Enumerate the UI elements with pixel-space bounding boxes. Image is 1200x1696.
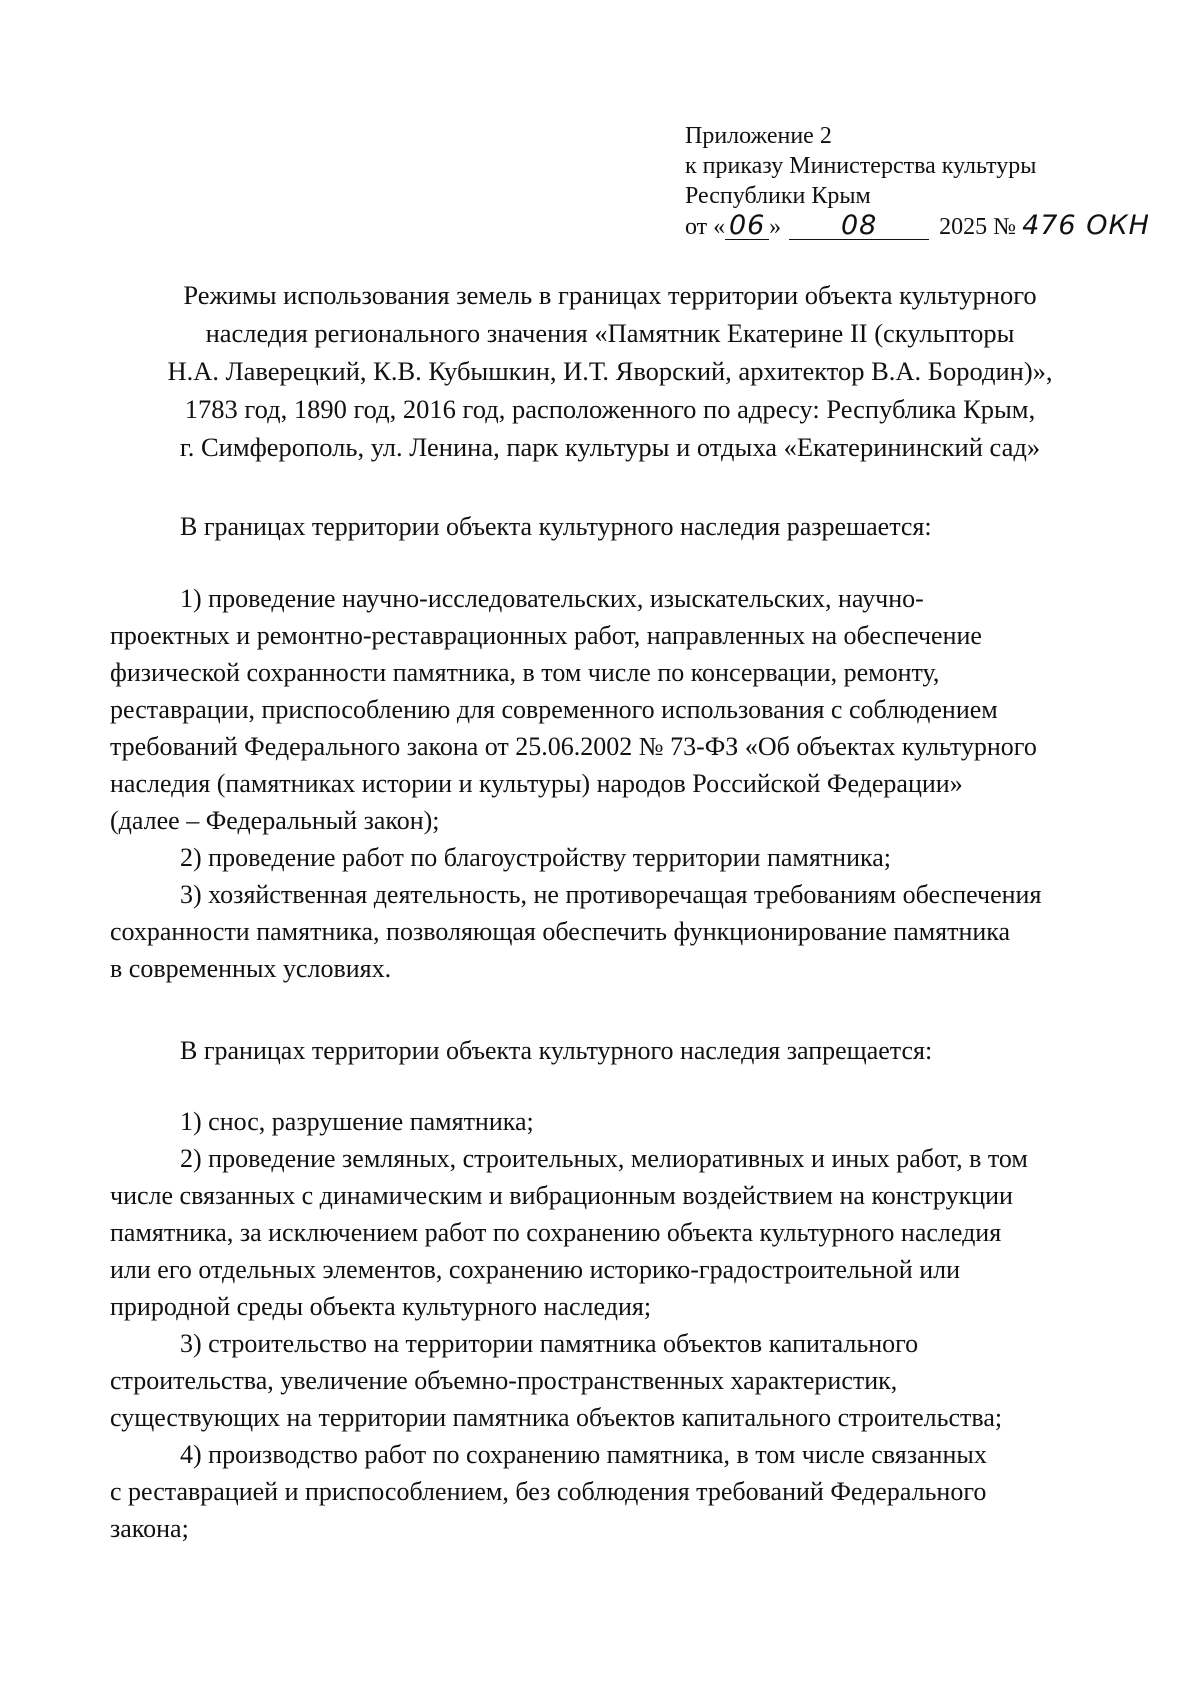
allowed-item-1-line: проектных и ремонтно-реставрационных работ, направленных на обеспечение	[110, 621, 982, 650]
word: капитального	[768, 1329, 919, 1358]
allowed-item-1-line: физической сохранности памятника, в том числе по консервации, ремонту,	[110, 658, 940, 687]
prohibited-item-2-line: или его отдельных элементов, сохранению историко-градостроительной или	[110, 1255, 961, 1284]
prohibited-item-3-line: существующих на территории памятника объектов капитального строительства;	[110, 1403, 1003, 1432]
allowed-item-3-line: сохранности памятника, позволяющая обеспечить функционирование памятника	[110, 917, 1011, 946]
allowed-item-2: 2) проведение работ по благоустройству территории памятника;	[180, 843, 892, 872]
prohibited-item-4-line: закона;	[110, 1514, 189, 1543]
word: строительства,	[110, 1366, 274, 1395]
word: территории	[405, 1329, 534, 1358]
prohibited-item-3-first-line	[110, 1325, 1140, 1362]
date-year-number-label: 2025 №	[939, 214, 1017, 240]
prohibited-heading: В границах территории объекта культурного наследия запрещается:	[180, 1036, 933, 1065]
word: характеристик,	[730, 1366, 898, 1395]
word: проведение	[208, 584, 336, 613]
appendix-line-3: Республики Крым	[685, 183, 871, 209]
word: научно-исследовательских,	[342, 584, 644, 613]
title-line: г. Симферополь, ул. Ленина, парк культуры и отдыха «Екатерининский сад»	[179, 432, 1041, 462]
appendix-date-line	[685, 211, 1150, 242]
prohibited-item-3-second-line	[110, 1362, 1140, 1399]
prohibited-item-4-line: 4) производство работ по сохранению памятника, в том числе связанных	[180, 1440, 987, 1469]
prohibited-item-2-line: числе связанных с динамическим и вибрационным воздействием на конструкции	[110, 1181, 1013, 1210]
appendix-line-1: Приложение 2	[685, 123, 832, 149]
prohibited-item-2-line: памятника, за исключением работ по сохранению объекта культурного наследия	[110, 1218, 1002, 1247]
allowed-item-1	[110, 580, 1140, 987]
appendix-line-2: к приказу Министерства культуры	[685, 153, 1037, 179]
word: объемно-пространственных	[414, 1366, 724, 1395]
prohibited-item-2-line: 2) проведение земляных, строительных, мелиоративных и иных работ, в том	[180, 1144, 1028, 1173]
word: памятника	[539, 1329, 657, 1358]
allowed-heading: В границах территории объекта культурного наследия разрешается:	[180, 512, 932, 541]
word: объектов	[663, 1329, 763, 1358]
word: на	[373, 1329, 400, 1358]
allowed-item-3-line: в современных условиях.	[110, 954, 392, 983]
allowed-item-1-line: требований Федерального закона от 25.06.2002 № 73-ФЗ «Об объектах культурного	[110, 732, 1037, 761]
title-line: 1783 год, 1890 год, 2016 год, расположенного по адресу: Республика Крым,	[184, 394, 1036, 424]
prohibited-item-2-line: природной среды объекта культурного наследия;	[110, 1292, 652, 1321]
word: увеличение	[280, 1366, 408, 1395]
word: 3)	[180, 1329, 202, 1358]
title-line: наследия регионального значения «Памятник Екатерине II (скульпторы	[205, 318, 1015, 348]
allowed-item-1-line: реставрации, приспособлению для современного использования с соблюдением	[110, 695, 998, 724]
word: строительство	[208, 1329, 368, 1358]
prohibited-item-4-line: с реставрацией и приспособлением, без соблюдения требований Федерального	[110, 1477, 987, 1506]
appendix-block	[685, 121, 1150, 242]
word: 1)	[180, 584, 202, 613]
document-title	[110, 276, 1110, 466]
allowed-item-1-line: наследия (памятниках истории и культуры) народов Российской Федерации»	[110, 769, 963, 798]
date-prefix: от «	[685, 214, 726, 240]
prohibited-list	[110, 1103, 1140, 1547]
order-number: 476 ОКН	[1022, 210, 1150, 241]
date-day-close: »	[769, 214, 782, 240]
date-month: 08	[789, 213, 929, 240]
allowed-item-1-first-line	[110, 580, 1140, 617]
title-line: Режимы использования земель в границах территории объекта культурного	[183, 280, 1037, 310]
allowed-item-1-line: (далее – Федеральный закон);	[110, 806, 440, 835]
word: научно-	[837, 584, 924, 613]
allowed-item-3-line: 3) хозяйственная деятельность, не противоречащая требованиям обеспечения	[180, 880, 1042, 909]
title-line: Н.А. Лаверецкий, К.В. Кубышкин, И.Т. Яворский, архитектор В.А. Бородин)»,	[167, 356, 1053, 386]
date-day: 06	[725, 213, 769, 240]
prohibited-item-1: 1) снос, разрушение памятника;	[180, 1107, 534, 1136]
word: изыскательских,	[649, 584, 832, 613]
